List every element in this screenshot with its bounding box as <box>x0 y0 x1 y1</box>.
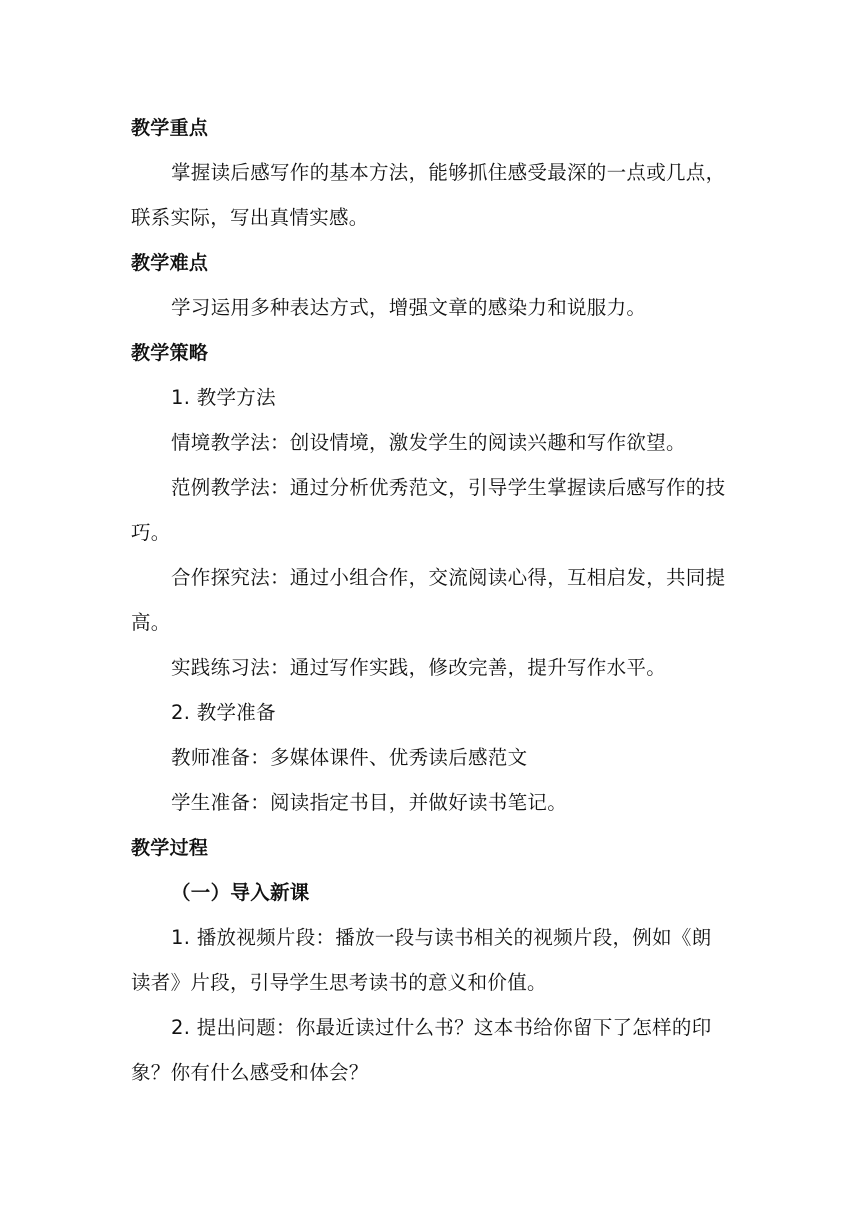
teacher-preparation: 教师准备：多媒体课件、优秀读后感范文 <box>171 746 528 769</box>
heading-strategy: 教学策略 <box>131 342 209 364</box>
key-points-text-line-1: 掌握读后感写作的基本方法，能够抓住感受最深的一点或几点， <box>171 161 726 184</box>
step-2-line-2: 象？你有什么感受和体会？ <box>131 1061 369 1084</box>
step-1-line-1: 1. 播放视频片段：播放一段与读书相关的视频片段，例如《朗 <box>171 926 712 949</box>
method-practice: 实践练习法：通过写作实践，修改完善，提升写作水平。 <box>171 656 667 679</box>
method-cooperative-line-1: 合作探究法：通过小组合作，交流阅读心得，互相启发，共同提 <box>171 566 726 589</box>
method-cooperative-line-2: 高。 <box>131 611 171 634</box>
preparation-title: 2. 教学准备 <box>171 701 276 724</box>
subheading-intro: （一）导入新课 <box>171 881 310 904</box>
step-2-line-1: 2. 提出问题：你最近读过什么书？这本书给你留下了怎样的印 <box>171 1016 712 1039</box>
heading-key-points: 教学重点 <box>131 117 209 139</box>
key-points-text-line-2: 联系实际，写出真情实感。 <box>131 206 369 229</box>
student-preparation: 学生准备：阅读指定书目，并做好读书笔记。 <box>171 791 568 814</box>
heading-difficulty: 教学难点 <box>131 252 209 274</box>
methods-title: 1. 教学方法 <box>171 386 276 409</box>
method-example-line-2: 巧。 <box>131 521 171 544</box>
step-1-line-2: 读者》片段，引导学生思考读书的意义和价值。 <box>131 971 547 994</box>
heading-process: 教学过程 <box>131 837 209 859</box>
method-example-line-1: 范例教学法：通过分析优秀范文，引导学生掌握读后感写作的技 <box>171 476 726 499</box>
method-situational: 情境教学法：创设情境，激发学生的阅读兴趣和写作欲望。 <box>171 431 686 454</box>
difficulty-text: 学习运用多种表达方式，增强文章的感染力和说服力。 <box>171 296 647 319</box>
